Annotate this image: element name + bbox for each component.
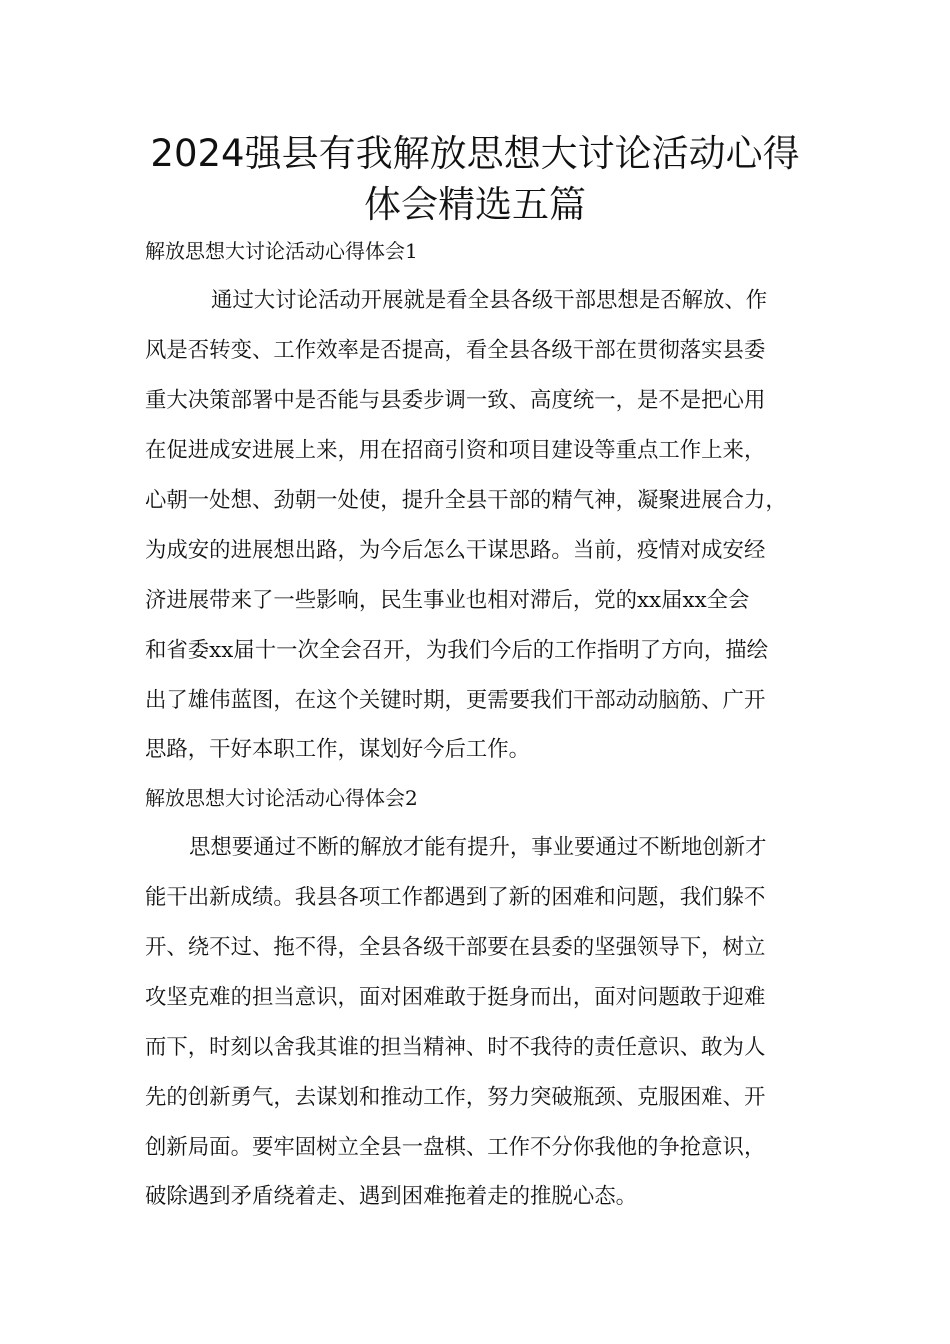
section-heading-2: 解放思想大讨论活动心得体会2 — [145, 786, 418, 810]
paragraph-line: 思想要通过不断的解放才能有提升，事业要通过不断地创新才 — [189, 835, 767, 860]
paragraph-line: 在促进成安进展上来，用在招商引资和项目建设等重点工作上来， — [145, 438, 766, 463]
paragraph-line: 为成安的进展想出路，为今后怎么干谋思路。当前，疫情对成安经 — [145, 538, 766, 563]
paragraph-line: 和省委xx届十一次全会召开，为我们今后的工作指明了方向，描绘 — [145, 638, 769, 663]
document-title-line-2: 体会精选五篇 — [364, 183, 586, 226]
section-heading-1: 解放思想大讨论活动心得体会1 — [145, 239, 418, 263]
paragraph-line: 重大决策部署中是否能与县委步调一致、高度统一，是不是把心用 — [145, 388, 766, 413]
paragraph-line: 思路，干好本职工作，谋划好今后工作。 — [145, 737, 531, 762]
paragraph-line: 济进展带来了一些影响，民生事业也相对滞后，党的xx届xx全会 — [145, 588, 750, 613]
document-title-line-1: 2024强县有我解放思想大讨论活动心得 — [150, 132, 800, 175]
paragraph-line: 心朝一处想、劲朝一处使，提升全县干部的精气神，凝聚进展合力， — [145, 488, 787, 513]
paragraph-line: 创新局面。要牢固树立全县一盘棋、工作不分你我他的争抢意识， — [145, 1135, 766, 1160]
paragraph-line: 先的创新勇气，去谋划和推动工作，努力突破瓶颈、克服困难、开 — [145, 1085, 766, 1110]
paragraph-line: 攻坚克难的担当意识，面对困难敢于挺身而出，面对问题敢于迎难 — [145, 985, 766, 1010]
paragraph-line: 破除遇到矛盾绕着走、遇到困难拖着走的推脱心态。 — [145, 1184, 637, 1209]
paragraph-line: 风是否转变、工作效率是否提高，看全县各级干部在贯彻落实县委 — [145, 338, 766, 363]
paragraph-line: 出了雄伟蓝图，在这个关键时期，更需要我们干部动动脑筋、广开 — [145, 688, 766, 713]
paragraph-line: 而下，时刻以舍我其谁的担当精神、时不我待的责任意识、敢为人 — [145, 1035, 766, 1060]
paragraph-line: 通过大讨论活动开展就是看全县各级干部思想是否解放、作 — [211, 288, 768, 313]
paragraph-line: 能干出新成绩。我县各项工作都遇到了新的困难和问题，我们躲不 — [145, 885, 766, 910]
paragraph-line: 开、绕不过、拖不得，全县各级干部要在县委的坚强领导下，树立 — [145, 935, 766, 960]
